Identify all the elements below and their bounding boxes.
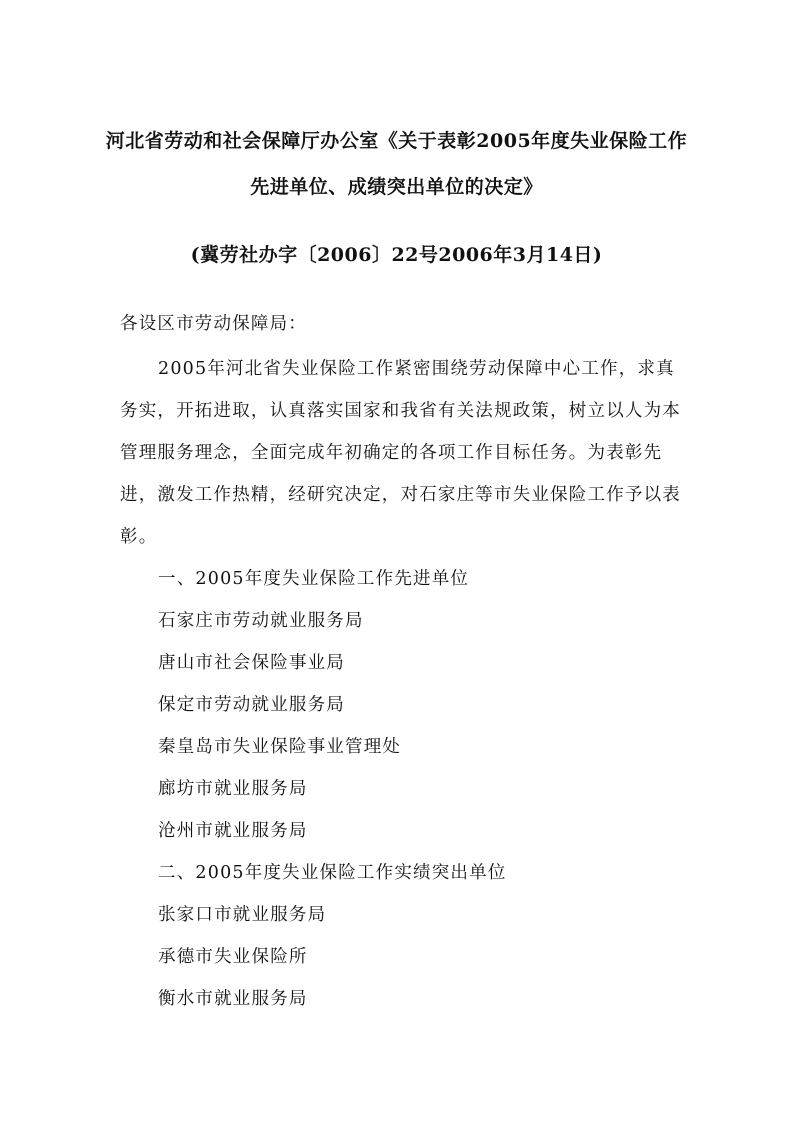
salutation: 各设区市劳动保障局：	[120, 314, 307, 334]
document-title-line-2: 先进单位、成绩突出单位的决定》	[250, 176, 543, 198]
list-item: 沧州市就业服务局	[158, 821, 308, 841]
section-heading-outstanding-units: 二、2005年度失业保险工作实绩突出单位	[158, 863, 507, 883]
list-item: 衡水市就业服务局	[158, 989, 308, 1009]
list-item: 张家口市就业服务局	[158, 905, 327, 925]
document-title-line-1: 河北省劳动和社会保障厅办公室《关于表彰2005年度失业保险工作	[105, 130, 688, 152]
list-item: 保定市劳动就业服务局	[158, 695, 345, 715]
document-reference-line: (冀劳社办字〔2006〕22号2006年3月14日)	[190, 244, 603, 266]
list-item: 石家庄市劳动就业服务局	[158, 611, 364, 631]
list-item: 唐山市社会保险事业局	[158, 653, 345, 673]
list-item: 廊坊市就业服务局	[158, 779, 308, 799]
list-item: 秦皇岛市失业保险事业管理处	[158, 737, 402, 757]
list-item: 承德市失业保险所	[158, 947, 308, 967]
section-heading-advanced-units: 一、2005年度失业保险工作先进单位	[158, 569, 470, 589]
paragraph-line: 管理服务理念，全面完成年初确定的各项工作目标任务。为表彰先	[120, 443, 663, 463]
paragraph-line: 彰。	[120, 527, 158, 547]
paragraph-line: 务实，开拓进取，认真落实国家和我省有关法规政策，树立以人为本	[120, 401, 681, 421]
paragraph-line: 2005年河北省失业保险工作紧密围绕劳动保障中心工作，求真	[158, 359, 675, 379]
paragraph-line: 进，激发工作热精，经研究决定，对石家庄等市失业保险工作予以表	[120, 485, 681, 505]
